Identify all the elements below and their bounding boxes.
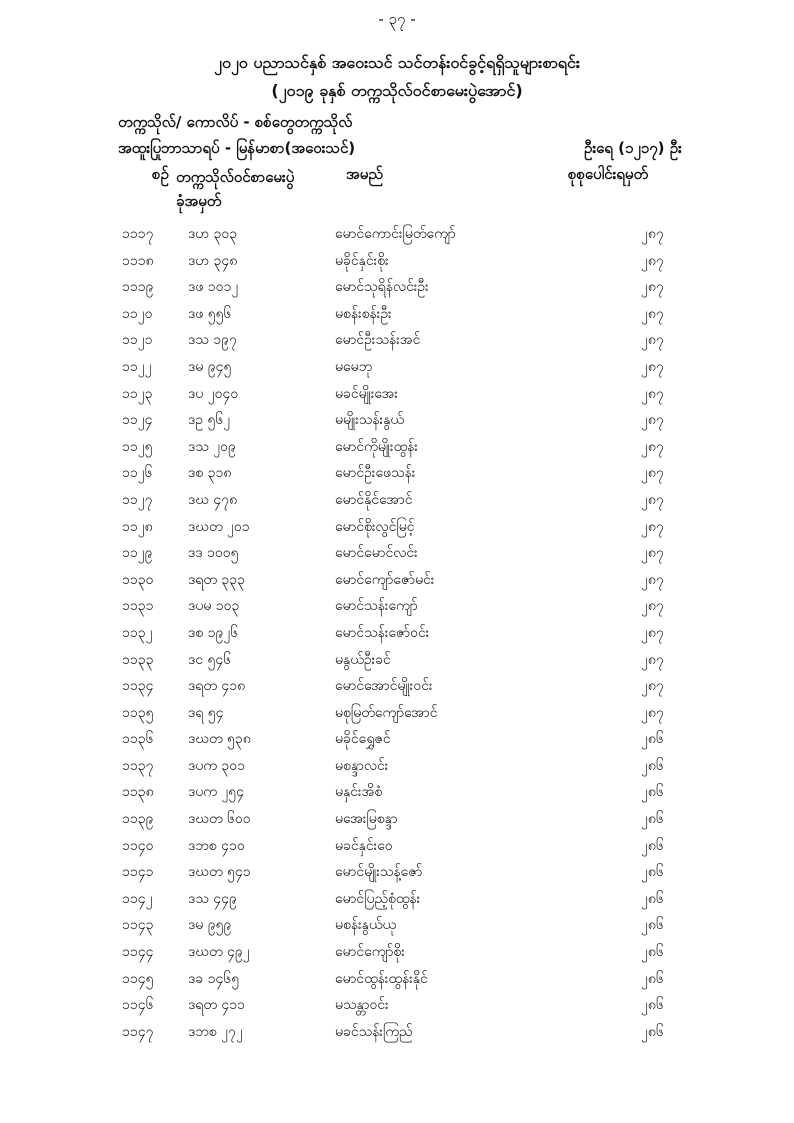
total-marks-cell: ၂၈၆ [641, 864, 664, 881]
roll-number-cell: ဒခ ၁၄၆၅ [188, 970, 240, 987]
serial-no-cell: ၁၁၄၁ [122, 864, 154, 881]
serial-no-cell: ၁၁၃၇ [122, 757, 154, 774]
roll-number-cell: ဒဃတ ၄၉၂ [188, 944, 250, 961]
table-row [0, 834, 794, 861]
roll-number-cell: ဒမ ၉၅၉ [188, 917, 232, 934]
name-cell: မောင်ကိုမျိုးထွန်း [335, 438, 418, 455]
total-marks-cell: ၂၈၇ [641, 704, 664, 721]
name-cell: မခင်မျိုးအေး [335, 385, 398, 402]
serial-no-cell: ၁၁၄၀ [122, 837, 154, 854]
name-cell: မစန္ဒာလင်း [335, 757, 389, 774]
total-marks-cell: ၂၈၇ [641, 465, 664, 482]
name-cell: မောင်ကောင်းမြတ်ကျော် [335, 226, 456, 242]
table-row [0, 488, 794, 515]
total-marks-cell: ၂၈၇ [641, 598, 664, 615]
roll-number-cell: ဒစ ၁၉၂၆ [188, 624, 239, 641]
table-row [0, 355, 794, 382]
roll-number-cell: ဒဒ ၁၀၀၅ [188, 545, 239, 562]
total-marks-cell: ၂၈၇ [641, 332, 664, 349]
header-serial-no: စဉ် [152, 165, 169, 183]
name-cell: မအေးမြစန္ဒာ [335, 811, 398, 828]
total-marks-cell: ၂၈၆ [641, 890, 664, 907]
total-marks-cell: ၂၈၇ [641, 385, 664, 402]
total-marks-cell: ၂၈၆ [641, 811, 664, 828]
serial-no-cell: ၁၁၃၂ [122, 624, 153, 641]
name-cell: မခင်နှင်းဝေ [335, 837, 393, 854]
table-row [0, 674, 794, 701]
serial-no-cell: ၁၁၃၁ [122, 598, 154, 615]
table-row [0, 328, 794, 355]
total-marks-cell: ၂၈၇ [641, 358, 664, 375]
name-cell: မောင်သုရိန်လင်းဦး [335, 279, 429, 296]
table-row [0, 222, 794, 249]
roll-number-cell: ဒမ ၉၄၅ [188, 358, 232, 375]
total-marks-cell: ၂၈၆ [641, 757, 664, 774]
name-cell: မောင်သန်းဇော်ဝင်း [335, 624, 430, 641]
serial-no-cell: ၁၁၄၄ [122, 944, 154, 961]
total-marks-cell: ၂၈၇ [641, 438, 664, 455]
serial-no-cell: ၁၁၁၈ [122, 252, 154, 269]
name-cell: မစန်းစန်းဦး [335, 305, 392, 322]
serial-no-cell: ၁၁၄၆ [122, 997, 154, 1014]
name-cell: မောင်မျိုးသန့်ဇော် [335, 864, 423, 881]
roll-number-cell: ဒဃတ ၂၀၁ [188, 518, 250, 535]
serial-no-cell: ၁၁၁၉ [122, 279, 154, 296]
table-row [0, 382, 794, 409]
document-subtitle: (၂၀၁၉ ခုနှစ် တက္ကသိုလ်ဝင်စာမေးပွဲအောင်) [271, 81, 523, 100]
serial-no-cell: ၁၁၂၆ [122, 465, 153, 482]
name-cell: မောင်ကျော်ဇော်မင်း [335, 571, 435, 588]
serial-no-cell: ၁၁၂၄ [122, 412, 153, 429]
roll-number-cell: ဒဖ ၁၀၁၂ [188, 279, 239, 296]
name-cell: မောင်ပြည့်စုံထွန်း [335, 890, 421, 907]
serial-no-cell: ၁၁၂၁ [122, 332, 153, 349]
name-cell: မောင်သန်းကျော် [335, 598, 418, 615]
total-marks-cell: ၂၈၇ [641, 252, 664, 269]
name-cell: မောင်ထွန်းထွန်းနိုင် [335, 970, 428, 987]
roll-number-cell: ဒဟ ၃၀၃ [188, 226, 238, 242]
total-marks-cell: ၂၈၆ [641, 784, 664, 801]
roll-number-cell: ဒရတ ၄၁၁ [188, 997, 246, 1014]
table-row [0, 568, 794, 595]
roll-number-cell: ဒသ ၂၀၉ [188, 438, 236, 455]
total-marks-cell: ၂၈၇ [641, 491, 664, 508]
table-row [0, 621, 794, 648]
serial-no-cell: ၁၁၃၀ [122, 571, 154, 588]
serial-no-cell: ၁၁၂၅ [122, 438, 153, 455]
table-row [0, 993, 794, 1020]
serial-no-cell: ၁၁၂၉ [122, 545, 153, 562]
name-cell: မမေဘု [335, 358, 373, 375]
roll-number-cell: ဒဟ ၃၄၈ [188, 252, 238, 269]
roll-number-cell: ဒဖ ၅၅၆ [188, 305, 232, 322]
serial-no-cell: ၁၁၃၃ [122, 651, 154, 668]
table-row [0, 515, 794, 542]
table-row [0, 754, 794, 781]
serial-no-cell: ၁၁၃၈ [122, 784, 154, 801]
serial-no-cell: ၁၁၄၇ [122, 1023, 154, 1040]
roll-number-cell: ဒရတ ၄၁၈ [188, 678, 246, 695]
table-row [0, 887, 794, 914]
total-marks-cell: ၂၈၇ [641, 651, 664, 668]
total-marks-cell: ၂၈၇ [641, 678, 664, 695]
total-marks-cell: ၂၈၇ [641, 545, 664, 562]
roll-number-cell: ဒင ၅၄၆ [188, 651, 232, 668]
total-marks-cell: ၂၈၆ [641, 837, 664, 854]
serial-no-cell: ၁၁၃၉ [122, 811, 154, 828]
table-row [0, 435, 794, 462]
table-row [0, 940, 794, 967]
table-row [0, 701, 794, 728]
table-row [0, 648, 794, 675]
name-cell: မောင်နိုင်အောင် [335, 491, 413, 508]
roll-number-cell: ဒဃ ၄၇၈ [188, 491, 238, 508]
total-marks-cell: ၂၈၇ [641, 226, 664, 242]
name-cell: မောင်ဦးဖေသန်း [335, 465, 416, 482]
name-cell: မခိုင်နှင်းစိုး [335, 252, 389, 269]
table-row [0, 249, 794, 276]
name-cell: မသန္တာဝင်း [335, 997, 389, 1014]
total-marks-cell: ၂၈၆ [641, 731, 664, 748]
table-row [0, 780, 794, 807]
roll-number-cell: ဒပမ ၁၀၃ [188, 598, 240, 615]
university-line: တက္ကသိုလ်/ ကောလိပ် - စစ်တွေတက္ကသိုလ် [118, 113, 353, 131]
table-row [0, 1020, 794, 1047]
total-marks-cell: ၂၈၇ [641, 624, 664, 641]
serial-no-cell: ၁၁၄၂ [122, 890, 153, 907]
serial-no-cell: ၁၁၃၅ [122, 704, 154, 721]
document-title: ၂၀၂၀ ပညာသင်နှစ် အဝေးသင် သင်တန်းဝင်ခွင့်ရရှိသူများစာရင်း [214, 53, 580, 72]
name-cell: မခိုင်ရွှေဇင် [335, 731, 391, 748]
name-cell: မောင်အောင်မျိုးဝင်း [335, 678, 433, 695]
page-number: - ၃၇ - [378, 10, 416, 28]
serial-no-cell: ၁၁၄၃ [122, 917, 154, 934]
table-row [0, 860, 794, 887]
table-row [0, 408, 794, 435]
total-count: ဦးရေ (၁၂၁၇) ဦး [584, 139, 682, 157]
roll-number-cell: ဒသ ၄၄၉ [188, 890, 237, 907]
table-row [0, 913, 794, 940]
total-marks-cell: ၂၈၆ [641, 944, 664, 961]
header-name: အမည် [346, 165, 383, 183]
total-marks-cell: ၂၈၇ [641, 412, 664, 429]
table-row [0, 594, 794, 621]
name-cell: မောင်မောင်လင်း [335, 545, 418, 562]
serial-no-cell: ၁၁၄၅ [122, 970, 154, 987]
serial-no-cell: ၁၁၂၀ [122, 305, 153, 322]
serial-no-cell: ၁၁၂၂ [122, 358, 152, 375]
name-cell: မနွယ်ဦးခင် [335, 651, 391, 668]
roll-number-cell: ဒပ ၂၀၄၀ [188, 385, 239, 402]
roll-number-cell: ဒသ ၁၉၇ [188, 332, 237, 349]
table-row [0, 302, 794, 329]
name-cell: မစုမြတ်ကျော်အောင် [335, 704, 438, 721]
total-marks-cell: ၂၈၇ [641, 305, 664, 322]
serial-no-cell: ၁၁၃၆ [122, 731, 154, 748]
roll-number-cell: ဒပက ၂၅၄ [188, 784, 245, 801]
header-roll-number: တက္ကသိုလ်ဝင်စာမေးပွဲ ခုံအမှတ် [176, 168, 295, 210]
roll-number-cell: ဒပက ၃၀၁ [188, 757, 246, 774]
roll-number-cell: ဒရတ ၃၃၃ [188, 571, 246, 588]
roll-number-cell: ဒဘစ ၄၁၀ [188, 837, 245, 854]
serial-no-cell: ၁၁၂၃ [122, 385, 153, 402]
total-marks-cell: ၂၈၆ [641, 997, 664, 1014]
total-marks-cell: ၂၈၆ [641, 1023, 664, 1040]
roll-number-cell: ဒဥ ၅၆၂ [188, 412, 231, 429]
total-marks-cell: ၂၈၆ [641, 970, 664, 987]
name-cell: မောင်ဦးသန်းအင် [335, 332, 421, 349]
results-table [0, 222, 794, 1046]
serial-no-cell: ၁၁၃၄ [122, 678, 154, 695]
name-cell: မစန်းနွယ်ယု [335, 917, 397, 934]
name-cell: မောင်ကျော်စိုး [335, 944, 405, 961]
roll-number-cell: ဒဃတ ၅၄၁ [188, 864, 251, 881]
roll-number-cell: ဒရ ၅၄ [188, 704, 224, 721]
serial-no-cell: ၁၁၁၇ [122, 226, 154, 242]
serial-no-cell: ၁၁၂၇ [122, 491, 153, 508]
total-marks-cell: ၂၈၇ [641, 571, 664, 588]
name-cell: မနှင်းအိစံ [335, 784, 383, 801]
table-row [0, 807, 794, 834]
table-row [0, 275, 794, 302]
name-cell: မောင်စိုးလွင်မြင့် [335, 518, 415, 535]
name-cell: မမျိုးသန်းနွယ် [335, 412, 404, 429]
total-marks-cell: ၂၈၇ [641, 518, 664, 535]
table-row [0, 967, 794, 994]
header-total-marks: စုစုပေါင်းရမှတ် [568, 165, 649, 183]
roll-number-cell: ဒဃတ ၅၃၈ [188, 731, 251, 748]
roll-number-cell: ဒဃတ ၆၀၀ [188, 811, 251, 828]
table-row [0, 461, 794, 488]
total-marks-cell: ၂၈၇ [641, 279, 664, 296]
roll-number-cell: ဒဘစ ၂၇၂ [188, 1023, 243, 1040]
table-row [0, 727, 794, 754]
roll-number-cell: ဒစ ၃၁၈ [188, 465, 232, 482]
table-row [0, 541, 794, 568]
subject-line: အထူးပြုဘာသာရပ် - မြန်မာစာ(အဝေးသင်) [118, 139, 356, 157]
name-cell: မခင်သန်းကြည် [335, 1023, 413, 1040]
serial-no-cell: ၁၁၂၈ [122, 518, 153, 535]
total-marks-cell: ၂၈၆ [641, 917, 664, 934]
